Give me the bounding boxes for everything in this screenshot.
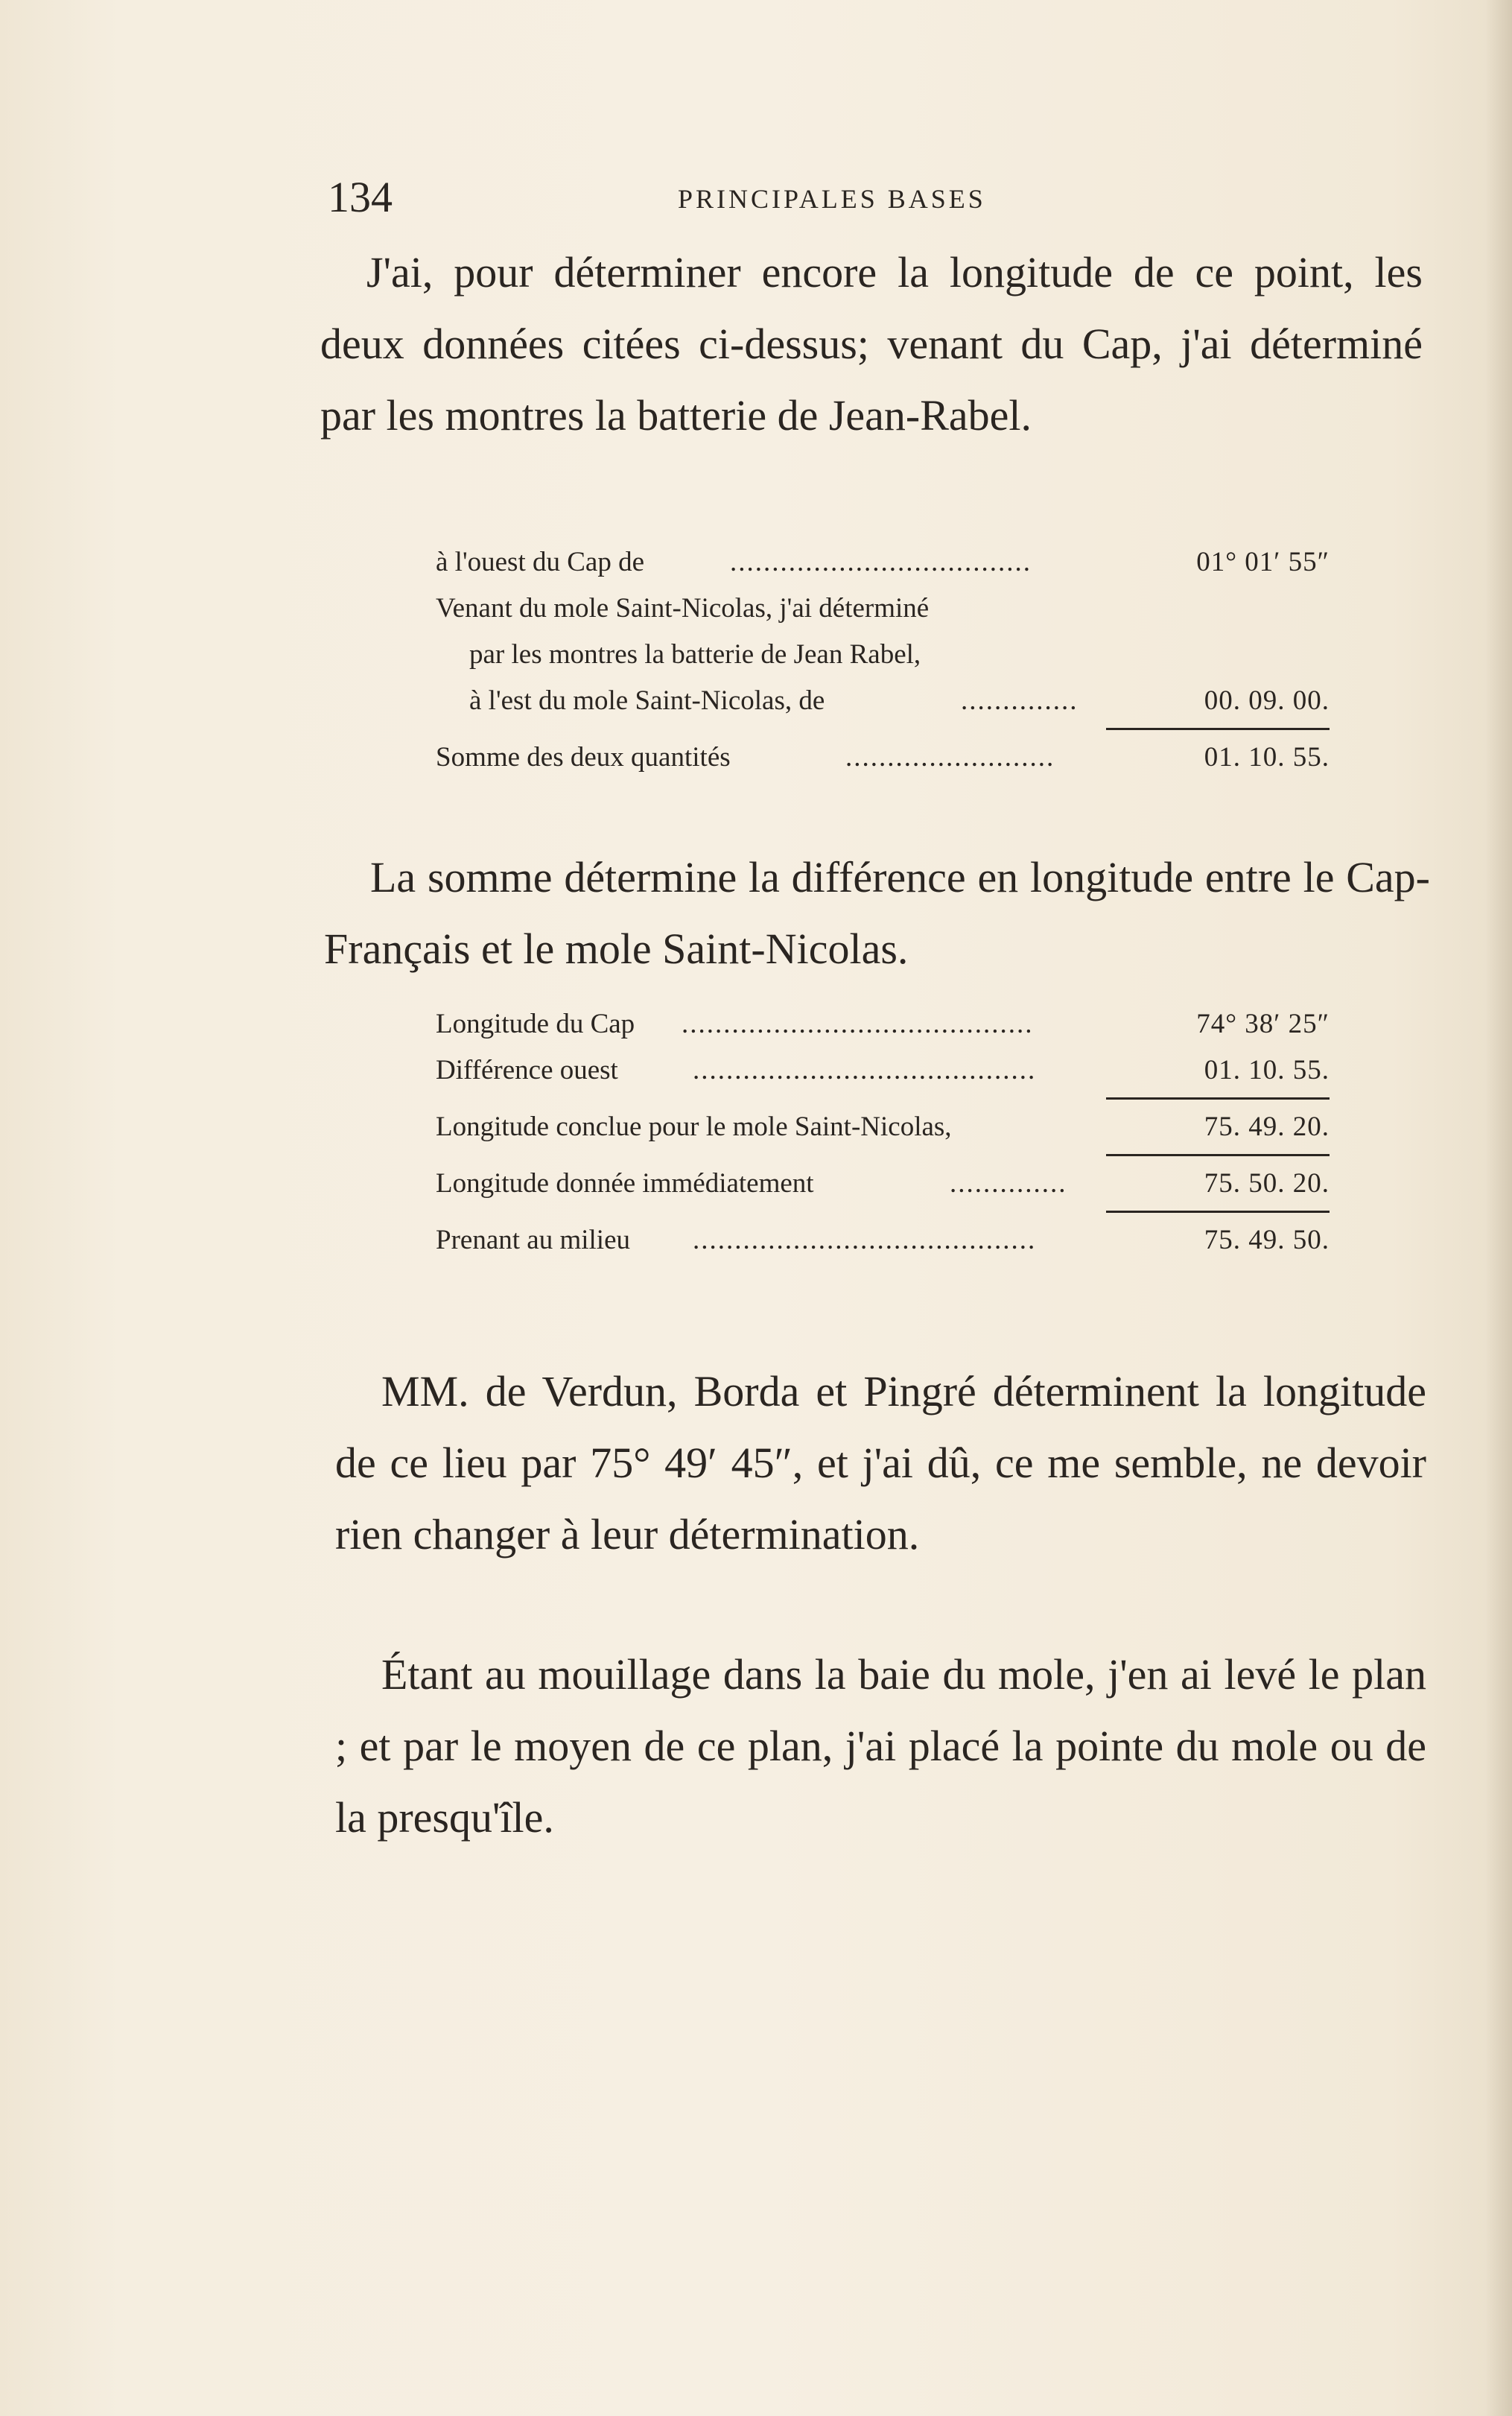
- divider-rule: [436, 1151, 1330, 1161]
- row-label: à l'est du mole Saint-Nicolas, de: [469, 685, 825, 716]
- table-row: [436, 1161, 1330, 1208]
- table-row: [436, 1002, 1330, 1048]
- row-label: par les montres la batterie de Jean Rabel,: [469, 639, 921, 670]
- sum-rule: [436, 725, 1330, 735]
- leader-dots: ..............: [961, 685, 1079, 716]
- row-value: 01. 10. 55.: [1204, 742, 1330, 773]
- row-value: 00. 09. 00.: [1204, 685, 1330, 716]
- row-value: 75. 49. 50.: [1204, 1225, 1330, 1255]
- table-row: [436, 632, 1330, 679]
- row-label: Longitude donnée immédiatement: [436, 1168, 814, 1199]
- row-label: Venant du mole Saint-Nicolas, j'ai déterminé: [436, 593, 930, 624]
- row-value: 75. 49. 20.: [1204, 1112, 1330, 1142]
- row-value: 74° 38′ 25″: [1196, 1009, 1330, 1039]
- page-number: 134: [328, 173, 393, 221]
- leader-dots: .........................................: [693, 1225, 1037, 1255]
- row-value: 01. 10. 55.: [1204, 1055, 1330, 1085]
- page-header: [328, 168, 1102, 227]
- row-label: Longitude du Cap: [436, 1009, 635, 1039]
- row-label: Somme des deux quantités: [436, 742, 731, 773]
- paragraph-1: J'ai, pour déterminer encore la longitude de ce point, les deux données citées ci-dessus; venant du Cap, j'ai déterminé par les montres la batterie de Jean-Rabel.: [320, 248, 1423, 440]
- running-head: PRINCIPALES BASES: [678, 184, 986, 214]
- paragraph-4: Étant au mouillage dans la baie du mole, j'en ai levé le plan ; et par le moyen de ce plan, j'ai placé la pointe du mole ou de la presqu'île.: [335, 1650, 1426, 1842]
- table-row: [436, 1048, 1330, 1094]
- paragraph-3: MM. de Verdun, Borda et Pingré déterminent la longitude de ce lieu par 75° 49′ 45″, et j'ai dû, ce me semble, ne devoir rien changer à leur détermination.: [335, 1367, 1426, 1559]
- row-label: Différence ouest: [436, 1055, 618, 1085]
- table-row: [436, 1218, 1330, 1264]
- leader-dots: .........................................: [693, 1055, 1037, 1085]
- row-value: 75. 50. 20.: [1204, 1168, 1330, 1199]
- row-value: 01° 01′ 55″: [1196, 547, 1330, 577]
- table-row: [436, 679, 1330, 725]
- paragraph-2: La somme détermine la différence en longitude entre le Cap-Français et le mole Saint-Nicolas.: [324, 853, 1430, 973]
- table-row: [436, 540, 1330, 586]
- table-row: [436, 1105, 1330, 1151]
- row-label: Longitude conclue pour le mole Saint-Nicolas,: [436, 1112, 952, 1142]
- leader-dots: .........................: [845, 742, 1055, 773]
- table-row: [436, 735, 1330, 781]
- longitude-table-1: [436, 540, 1330, 781]
- table-row: [436, 586, 1330, 632]
- row-label: à l'ouest du Cap de: [436, 547, 644, 577]
- leader-dots: ..........................................: [682, 1009, 1034, 1039]
- row-label: Prenant au milieu: [436, 1225, 630, 1255]
- leader-dots: ....................................: [730, 547, 1032, 577]
- divider-rule: [436, 1208, 1330, 1218]
- longitude-table-2: [436, 1002, 1330, 1264]
- page-gutter-shadow: [1485, 0, 1512, 2416]
- leader-dots: ..............: [950, 1168, 1067, 1199]
- sum-rule: [436, 1094, 1330, 1105]
